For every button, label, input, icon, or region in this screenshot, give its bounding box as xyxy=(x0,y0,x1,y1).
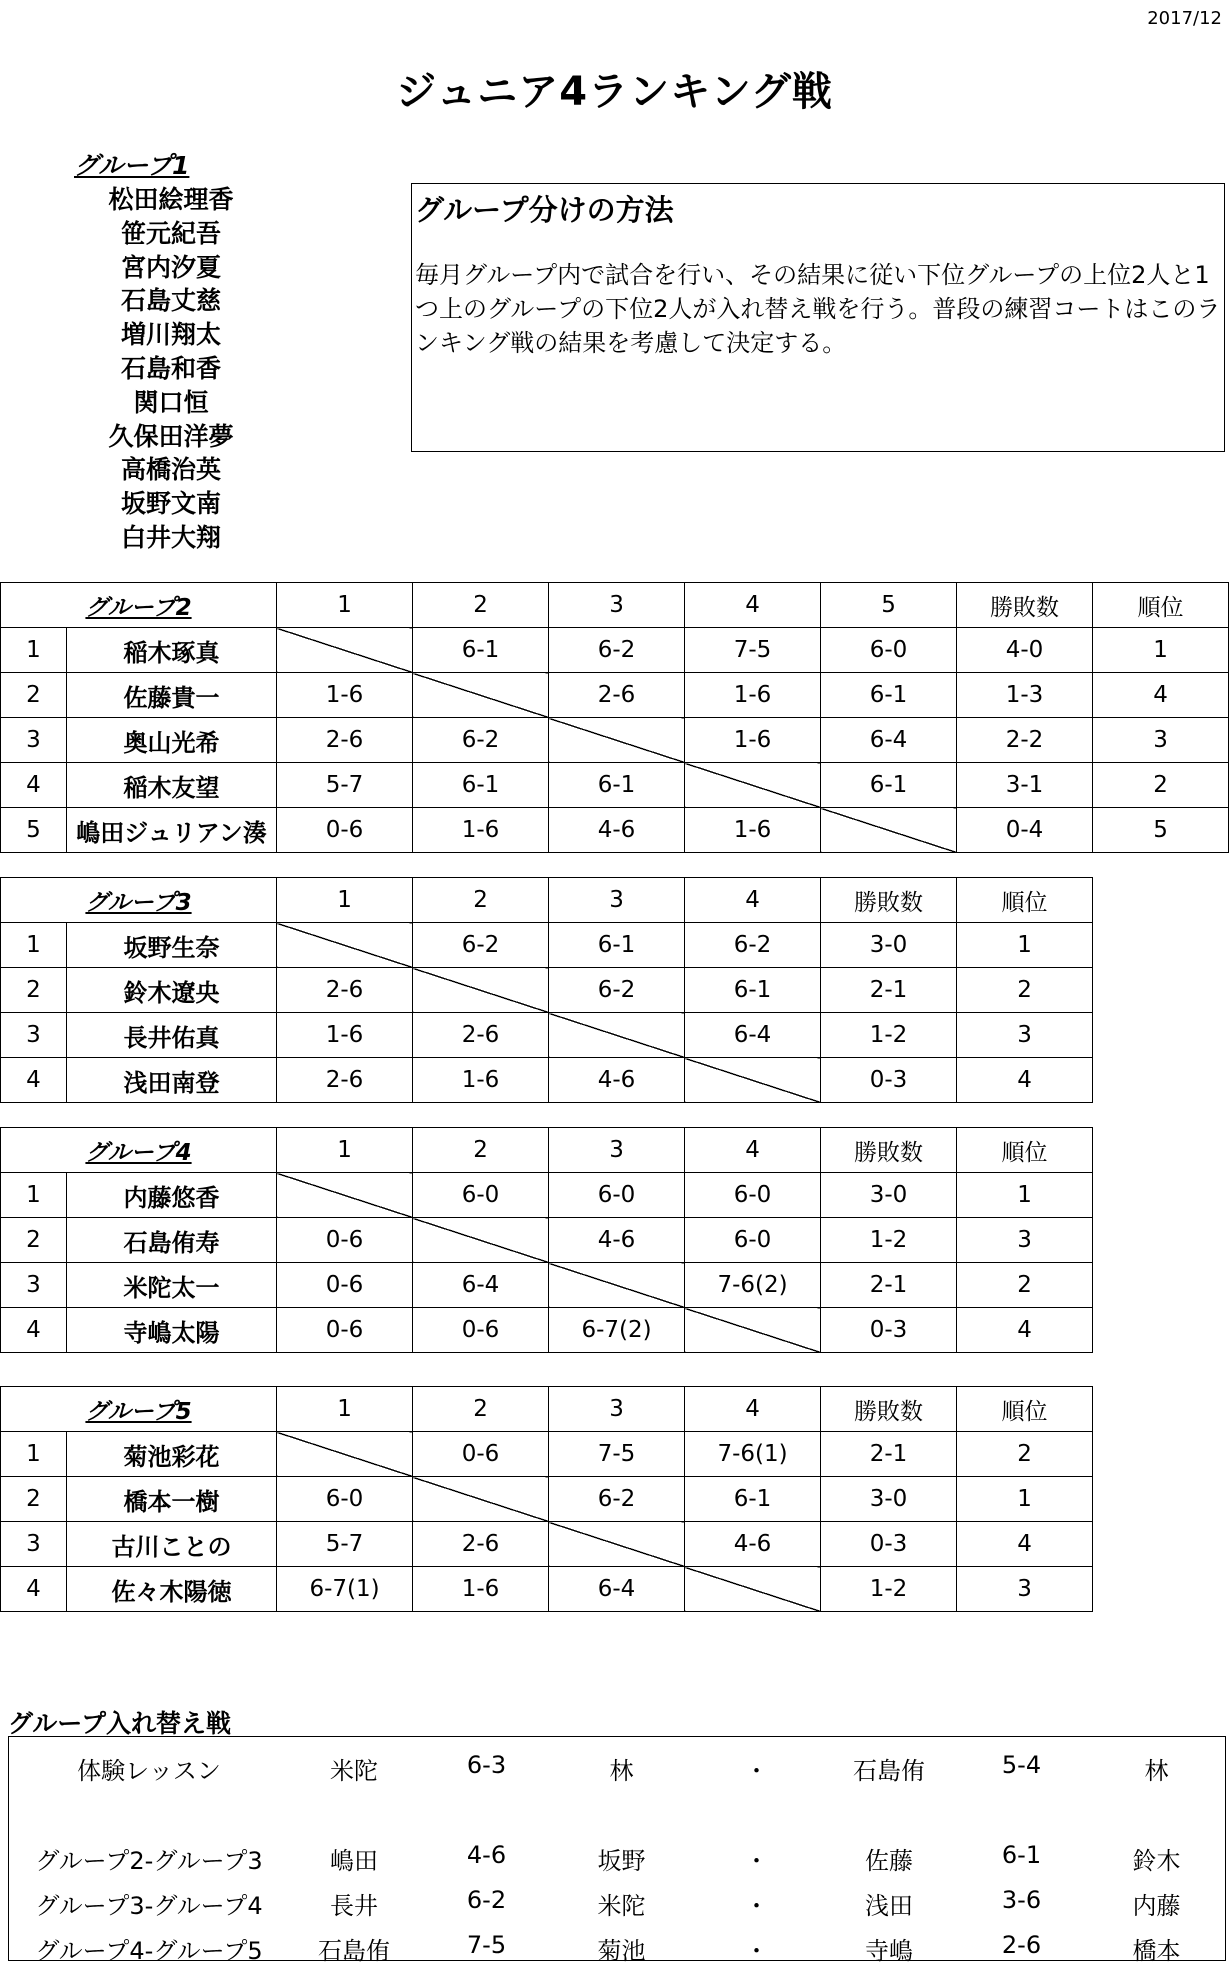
rank: 1 xyxy=(957,1173,1093,1218)
win-loss: 3-0 xyxy=(821,1173,957,1218)
match-score: 1-6 xyxy=(685,718,821,763)
match-score: 5-7 xyxy=(277,1522,413,1567)
swap-separator: ・ xyxy=(744,1892,769,1920)
date-label: 2017/12 xyxy=(1147,8,1222,29)
self-match-cell xyxy=(685,763,821,808)
row-number: 3 xyxy=(1,718,67,763)
match-score: 1-6 xyxy=(413,1058,549,1103)
column-header: 4 xyxy=(685,878,821,923)
match-score: 6-7(2) xyxy=(549,1308,685,1353)
win-loss: 0-3 xyxy=(821,1308,957,1353)
table-row xyxy=(1,718,1229,763)
swap-score: 4-6 xyxy=(466,1841,507,1869)
match-score: 1-6 xyxy=(413,1567,549,1612)
swap-heading: グループ入れ替え戦 xyxy=(8,1709,232,1738)
match-score: 0-6 xyxy=(413,1308,549,1353)
rank: 4 xyxy=(1093,673,1229,718)
group-table xyxy=(0,1127,1093,1353)
swap-player: 石島侑 xyxy=(318,1937,390,1965)
player-name: 寺嶋太陽 xyxy=(67,1308,277,1353)
row-number: 1 xyxy=(1,1432,67,1477)
win-loss: 2-1 xyxy=(821,968,957,1013)
group1-member-list xyxy=(66,183,276,555)
row-number: 2 xyxy=(1,968,67,1013)
rank: 1 xyxy=(1093,628,1229,673)
match-score: 1-6 xyxy=(685,808,821,853)
win-loss: 2-1 xyxy=(821,1432,957,1477)
swap-player: 寺嶋 xyxy=(865,1937,913,1965)
group1-member: 坂野文南 xyxy=(120,489,221,519)
swap-separator: ・ xyxy=(744,1757,769,1785)
row-number: 4 xyxy=(1,1308,67,1353)
match-score: 5-7 xyxy=(277,763,413,808)
group-table xyxy=(0,877,1093,1103)
swap-separator: ・ xyxy=(744,1847,769,1875)
column-header: 順位 xyxy=(1093,583,1229,628)
table-row xyxy=(1,923,1093,968)
player-name: 嶋田ジュリアン湊 xyxy=(67,808,277,853)
player-name: 鈴木遼央 xyxy=(67,968,277,1013)
match-score: 6-7(1) xyxy=(277,1567,413,1612)
column-header: 5 xyxy=(821,583,957,628)
rank: 1 xyxy=(957,923,1093,968)
match-score: 1-6 xyxy=(277,673,413,718)
match-score: 0-6 xyxy=(277,1308,413,1353)
match-score: 2-6 xyxy=(277,1058,413,1103)
column-header: 1 xyxy=(277,1128,413,1173)
rank: 3 xyxy=(957,1218,1093,1263)
swap-separator: ・ xyxy=(744,1937,769,1965)
column-header: 2 xyxy=(413,878,549,923)
group1-member: 久保田洋夢 xyxy=(108,421,234,451)
win-loss: 1-2 xyxy=(821,1567,957,1612)
self-match-cell xyxy=(685,1308,821,1353)
swap-opponent: 坂野 xyxy=(597,1847,646,1875)
table-header-row xyxy=(1,1128,1093,1173)
table-row xyxy=(1,628,1229,673)
rank: 2 xyxy=(957,1263,1093,1308)
swap-opponent: 林 xyxy=(1144,1757,1169,1785)
player-name: 佐藤貴一 xyxy=(67,673,277,718)
rank: 4 xyxy=(957,1522,1093,1567)
self-match-cell xyxy=(549,718,685,763)
table-row xyxy=(1,1477,1093,1522)
page-title: ジュニア4ランキング戦 xyxy=(396,69,833,115)
swap-box xyxy=(8,1736,1226,1965)
column-header: 1 xyxy=(277,878,413,923)
table-header-row xyxy=(1,583,1229,628)
self-match-cell xyxy=(413,1218,549,1263)
table-row xyxy=(1,763,1229,808)
group1-member: 石島和香 xyxy=(120,353,221,383)
match-score: 4-6 xyxy=(549,1058,685,1103)
player-name: 米陀太一 xyxy=(67,1263,277,1308)
match-score: 2-6 xyxy=(413,1522,549,1567)
swap-score: 5-4 xyxy=(1001,1751,1042,1779)
match-score: 1-6 xyxy=(685,673,821,718)
table-row xyxy=(1,1567,1093,1612)
row-number: 4 xyxy=(1,763,67,808)
row-number: 1 xyxy=(1,1173,67,1218)
match-score: 4-6 xyxy=(549,808,685,853)
match-score: 2-6 xyxy=(413,1013,549,1058)
self-match-cell xyxy=(413,673,549,718)
match-score: 0-6 xyxy=(277,1263,413,1308)
swap-score: 3-6 xyxy=(1001,1886,1042,1914)
rank: 4 xyxy=(957,1308,1093,1353)
swap-score: 2-6 xyxy=(1001,1931,1042,1959)
win-loss: 2-1 xyxy=(821,1263,957,1308)
row-number: 4 xyxy=(1,1058,67,1103)
table-row xyxy=(1,673,1229,718)
swap-player: 浅田 xyxy=(865,1892,913,1920)
group-table xyxy=(0,1386,1093,1612)
win-loss: 2-2 xyxy=(957,718,1093,763)
match-score: 6-4 xyxy=(413,1263,549,1308)
column-header: 勝敗数 xyxy=(957,583,1093,628)
rank: 2 xyxy=(1093,763,1229,808)
group1-member: 石島丈慈 xyxy=(120,286,221,316)
swap-score: 7-5 xyxy=(466,1931,507,1959)
player-name: 佐々木陽徳 xyxy=(67,1567,277,1612)
group-heading: グループ4 xyxy=(1,1128,277,1173)
match-score: 6-0 xyxy=(413,1173,549,1218)
swap-score: 6-3 xyxy=(466,1751,507,1779)
match-score: 6-0 xyxy=(685,1218,821,1263)
group1-member: 笹元紀吾 xyxy=(120,218,221,248)
player-name: 稲木琢真 xyxy=(67,628,277,673)
column-header: 順位 xyxy=(957,1128,1093,1173)
group1-member: 宮内汐夏 xyxy=(120,252,221,282)
match-score: 6-2 xyxy=(549,968,685,1013)
group-heading: グループ5 xyxy=(1,1387,277,1432)
swap-player: 嶋田 xyxy=(330,1847,378,1875)
match-score: 6-2 xyxy=(413,923,549,968)
column-header: 4 xyxy=(685,1387,821,1432)
row-number: 2 xyxy=(1,1218,67,1263)
match-score: 6-0 xyxy=(821,628,957,673)
row-number: 5 xyxy=(1,808,67,853)
table-row xyxy=(1,1522,1093,1567)
match-score: 7-5 xyxy=(685,628,821,673)
rank: 2 xyxy=(957,1432,1093,1477)
player-name: 坂野生奈 xyxy=(67,923,277,968)
self-match-cell xyxy=(821,808,957,853)
match-score: 6-1 xyxy=(413,628,549,673)
column-header: 4 xyxy=(685,1128,821,1173)
swap-opponent: 林 xyxy=(609,1757,634,1785)
player-name: 浅田南登 xyxy=(67,1058,277,1103)
group-table xyxy=(0,582,1229,853)
self-match-cell xyxy=(685,1058,821,1103)
column-header: 2 xyxy=(413,1387,549,1432)
swap-opponent: 菊池 xyxy=(597,1937,646,1965)
swap-player: 佐藤 xyxy=(865,1847,913,1875)
match-score: 4-6 xyxy=(549,1218,685,1263)
column-header: 1 xyxy=(277,1387,413,1432)
rank: 3 xyxy=(957,1567,1093,1612)
win-loss: 1-2 xyxy=(821,1218,957,1263)
player-name: 稲木友望 xyxy=(67,763,277,808)
match-score: 7-5 xyxy=(549,1432,685,1477)
table-row xyxy=(1,1173,1093,1218)
match-score: 6-4 xyxy=(821,718,957,763)
match-score: 2-6 xyxy=(277,718,413,763)
row-number: 3 xyxy=(1,1013,67,1058)
win-loss: 3-0 xyxy=(821,1477,957,1522)
group1-member: 関口恒 xyxy=(133,387,209,417)
swap-label: グループ2-グループ3 xyxy=(35,1847,263,1875)
match-score: 6-1 xyxy=(549,763,685,808)
column-header: 順位 xyxy=(957,1387,1093,1432)
win-loss: 1-2 xyxy=(821,1013,957,1058)
match-score: 6-2 xyxy=(685,923,821,968)
self-match-cell xyxy=(277,1432,413,1477)
table-header-row xyxy=(1,878,1093,923)
player-name: 菊池彩花 xyxy=(67,1432,277,1477)
column-header: 勝敗数 xyxy=(821,1128,957,1173)
match-score: 6-2 xyxy=(413,718,549,763)
match-score: 7-6(2) xyxy=(685,1263,821,1308)
player-name: 長井佑真 xyxy=(67,1013,277,1058)
group-heading: グループ2 xyxy=(1,583,277,628)
swap-label: グループ3-グループ4 xyxy=(35,1892,263,1920)
win-loss: 0-4 xyxy=(957,808,1093,853)
table-row xyxy=(1,1013,1093,1058)
match-score: 2-6 xyxy=(277,968,413,1013)
table-row xyxy=(1,968,1093,1013)
player-name: 奥山光希 xyxy=(67,718,277,763)
player-name: 古川ことの xyxy=(67,1522,277,1567)
match-score: 2-6 xyxy=(549,673,685,718)
match-score: 6-0 xyxy=(549,1173,685,1218)
swap-opponent: 内藤 xyxy=(1132,1892,1181,1920)
table-row xyxy=(1,1058,1093,1103)
column-header: 3 xyxy=(549,1128,685,1173)
table-row xyxy=(1,1432,1093,1477)
self-match-cell xyxy=(277,1173,413,1218)
match-score: 6-1 xyxy=(685,1477,821,1522)
player-name: 石島侑寿 xyxy=(67,1218,277,1263)
match-score: 6-2 xyxy=(549,628,685,673)
table-row xyxy=(1,1218,1093,1263)
row-number: 3 xyxy=(1,1522,67,1567)
match-score: 7-6(1) xyxy=(685,1432,821,1477)
group1-member: 増川翔太 xyxy=(120,320,221,350)
swap-label: グループ4-グループ5 xyxy=(35,1937,263,1965)
win-loss: 0-3 xyxy=(821,1522,957,1567)
row-number: 2 xyxy=(1,1477,67,1522)
match-score: 6-2 xyxy=(549,1477,685,1522)
column-header: 順位 xyxy=(957,878,1093,923)
win-loss: 0-3 xyxy=(821,1058,957,1103)
column-header: 勝敗数 xyxy=(821,878,957,923)
match-score: 4-6 xyxy=(685,1522,821,1567)
self-match-cell xyxy=(277,628,413,673)
swap-score: 6-2 xyxy=(466,1886,507,1914)
match-score: 6-0 xyxy=(277,1477,413,1522)
self-match-cell xyxy=(549,1263,685,1308)
win-loss: 3-1 xyxy=(957,763,1093,808)
row-number: 3 xyxy=(1,1263,67,1308)
table-row xyxy=(1,808,1229,853)
table-header-row xyxy=(1,1387,1093,1432)
group1-member: 高橋治英 xyxy=(120,455,221,485)
table-row xyxy=(1,1308,1093,1353)
match-score: 6-1 xyxy=(821,763,957,808)
rank: 2 xyxy=(957,968,1093,1013)
win-loss: 1-3 xyxy=(957,673,1093,718)
group-heading: グループ3 xyxy=(1,878,277,923)
match-score: 0-6 xyxy=(413,1432,549,1477)
match-score: 0-6 xyxy=(277,1218,413,1263)
row-number: 1 xyxy=(1,628,67,673)
column-header: 2 xyxy=(413,1128,549,1173)
player-name: 橋本一樹 xyxy=(67,1477,277,1522)
row-number: 2 xyxy=(1,673,67,718)
self-match-cell xyxy=(685,1567,821,1612)
win-loss: 3-0 xyxy=(821,923,957,968)
swap-score: 6-1 xyxy=(1001,1841,1042,1869)
rank: 4 xyxy=(957,1058,1093,1103)
column-header: 3 xyxy=(549,1387,685,1432)
match-score: 1-6 xyxy=(413,808,549,853)
column-header: 勝敗数 xyxy=(821,1387,957,1432)
win-loss: 4-0 xyxy=(957,628,1093,673)
method-title: グループ分けの方法 xyxy=(415,193,674,227)
rank: 5 xyxy=(1093,808,1229,853)
swap-player: 石島侑 xyxy=(853,1757,925,1785)
match-score: 6-4 xyxy=(549,1567,685,1612)
column-header: 2 xyxy=(413,583,549,628)
match-score: 6-4 xyxy=(685,1013,821,1058)
rank: 3 xyxy=(957,1013,1093,1058)
swap-player: 米陀 xyxy=(330,1757,378,1785)
column-header: 3 xyxy=(549,583,685,628)
rank: 1 xyxy=(957,1477,1093,1522)
group1-heading: グループ1 xyxy=(74,151,190,180)
method-body: 毎月グループ内で試合を行い、その結果に従い下位グループの上位2人と1つ上のグループの下位2人が入れ替え戦を行う。普段の練習コートはこのランキング戦の結果を考慮して決定する。 xyxy=(415,261,1221,357)
column-header: 3 xyxy=(549,878,685,923)
match-score: 0-6 xyxy=(277,808,413,853)
match-score: 6-1 xyxy=(821,673,957,718)
rank: 3 xyxy=(1093,718,1229,763)
swap-opponent: 鈴木 xyxy=(1132,1847,1181,1875)
column-header: 1 xyxy=(277,583,413,628)
match-score: 6-1 xyxy=(549,923,685,968)
swap-opponent: 米陀 xyxy=(597,1892,646,1920)
table-row xyxy=(1,1263,1093,1308)
player-name: 内藤悠香 xyxy=(67,1173,277,1218)
self-match-cell xyxy=(549,1013,685,1058)
match-score: 6-1 xyxy=(413,763,549,808)
swap-opponent: 橋本 xyxy=(1132,1937,1181,1965)
match-score: 1-6 xyxy=(277,1013,413,1058)
row-number: 1 xyxy=(1,923,67,968)
self-match-cell xyxy=(413,968,549,1013)
self-match-cell xyxy=(549,1522,685,1567)
group1-member: 松田絵理香 xyxy=(108,185,234,214)
match-score: 6-1 xyxy=(685,968,821,1013)
self-match-cell xyxy=(413,1477,549,1522)
swap-player: 長井 xyxy=(330,1892,378,1920)
group1-member: 白井大翔 xyxy=(120,522,221,552)
row-number: 4 xyxy=(1,1567,67,1612)
column-header: 4 xyxy=(685,583,821,628)
self-match-cell xyxy=(277,923,413,968)
swap-label: 体験レッスン xyxy=(77,1757,221,1785)
match-score: 6-0 xyxy=(685,1173,821,1218)
